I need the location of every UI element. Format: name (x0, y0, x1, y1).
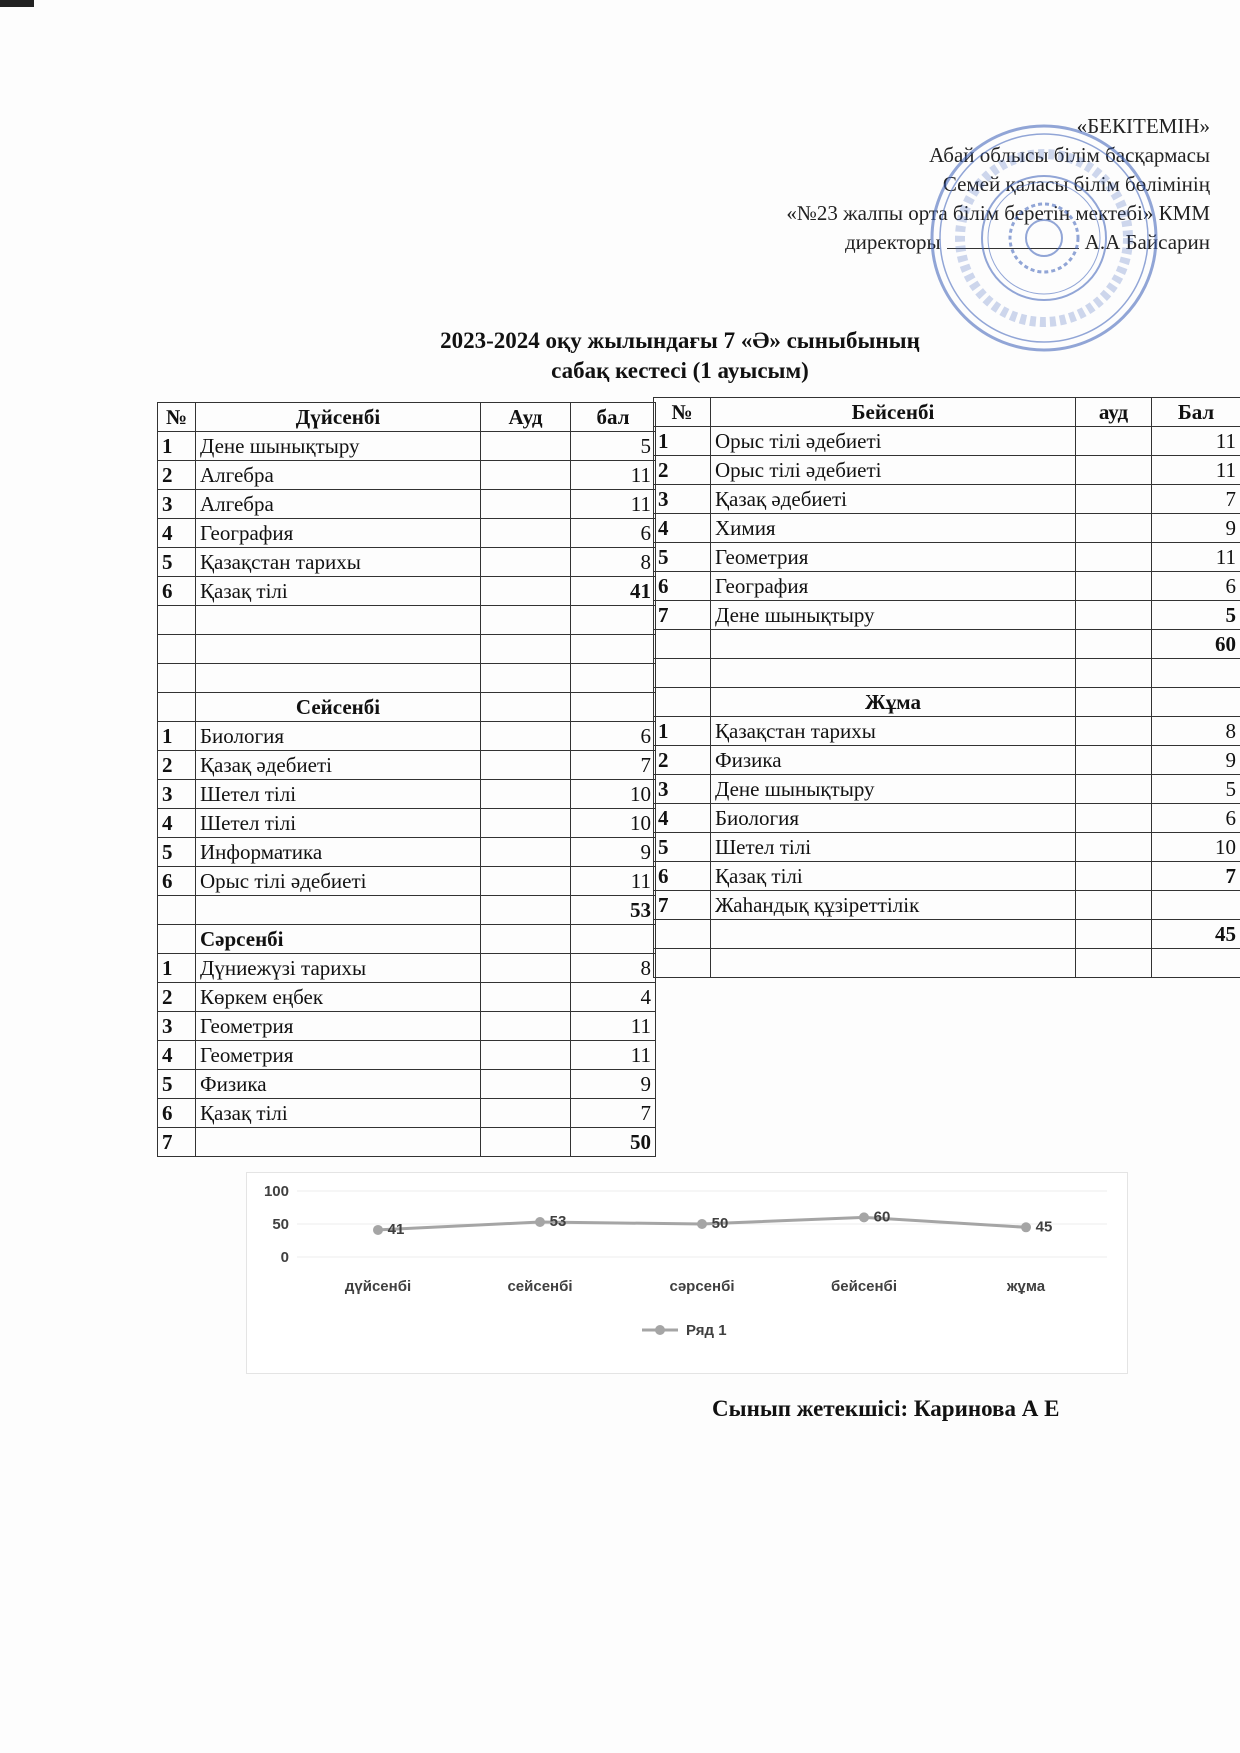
total-row (158, 896, 656, 925)
empty-cell (654, 688, 711, 717)
data-point (373, 1225, 383, 1235)
lesson-row (158, 751, 656, 780)
lesson-bal: 11 (1152, 427, 1240, 456)
data-label: 41 (387, 1220, 405, 1238)
lesson-aud (481, 983, 571, 1012)
lesson-aud (1076, 804, 1152, 833)
header-bal: Бал (1152, 398, 1240, 427)
empty-cell (654, 949, 711, 978)
day-title-row (158, 925, 656, 954)
lesson-row (158, 954, 656, 983)
day-title-row (158, 693, 656, 722)
lesson-row (158, 1070, 656, 1099)
school-stamp (928, 122, 1160, 354)
empty-cell (1076, 659, 1152, 688)
lesson-number: 4 (654, 804, 711, 833)
data-label: 60 (873, 1208, 891, 1226)
class-teacher-signature: Сынып жетекшісі: Каринова А Е (712, 1396, 1060, 1421)
lesson-subject: Физика (196, 1070, 481, 1099)
lesson-aud (481, 519, 571, 548)
lesson-number: 4 (158, 519, 196, 548)
empty-cell (571, 925, 656, 954)
lesson-aud (1076, 572, 1152, 601)
lesson-bal: 5 (1152, 775, 1240, 804)
empty-cell (481, 925, 571, 954)
lesson-bal: 7 (571, 751, 656, 780)
empty-cell (1152, 949, 1240, 978)
lesson-bal: 41 (571, 577, 656, 606)
header-aud: ауд (1076, 398, 1152, 427)
lesson-subject: Дене шынықтыру (711, 775, 1076, 804)
empty-cell (1152, 659, 1240, 688)
lesson-aud (1076, 746, 1152, 775)
empty-cell (1076, 630, 1152, 659)
empty-cell (1076, 920, 1152, 949)
lesson-row (654, 862, 1240, 891)
empty-cell (711, 920, 1076, 949)
lesson-aud (481, 867, 571, 896)
lesson-aud (1076, 543, 1152, 572)
lesson-row (654, 427, 1240, 456)
lesson-subject: Дене шынықтыру (196, 432, 481, 461)
empty-cell (196, 606, 481, 635)
lesson-number: 6 (158, 1099, 196, 1128)
empty-cell (158, 693, 196, 722)
lesson-row (654, 717, 1240, 746)
lesson-aud (481, 1128, 571, 1157)
page-subtitle: сабақ кестесі (1 ауысым) (551, 358, 809, 383)
weekly-load-chart (246, 1172, 1128, 1374)
empty-cell (481, 664, 571, 693)
lesson-row (654, 485, 1240, 514)
director-name: А.А Байсарин (1084, 230, 1210, 254)
empty-cell (481, 635, 571, 664)
day-title-wednesday: Сәрсенбі (196, 925, 481, 954)
lesson-aud (481, 577, 571, 606)
lesson-subject: Жаһандық құзіреттілік (711, 891, 1076, 920)
lesson-subject: Химия (711, 514, 1076, 543)
lesson-bal: 7 (1152, 485, 1240, 514)
lesson-aud (481, 780, 571, 809)
lesson-number: 5 (654, 833, 711, 862)
approval-title: «БЕКІТЕМІН» (1076, 114, 1210, 138)
lesson-subject (196, 1128, 481, 1157)
lesson-row (654, 572, 1240, 601)
empty-cell (711, 949, 1076, 978)
empty-cell (571, 635, 656, 664)
lesson-number: 3 (654, 775, 711, 804)
x-tick-label: дүйсенбі (344, 1278, 412, 1295)
lesson-row (158, 809, 656, 838)
total-row (654, 630, 1240, 659)
lesson-subject: Информатика (196, 838, 481, 867)
empty-cell (571, 693, 656, 722)
empty-cell (654, 630, 711, 659)
empty-cell (481, 693, 571, 722)
data-label: 45 (1035, 1218, 1053, 1236)
lesson-number: 2 (158, 983, 196, 1012)
chart-svg (247, 1173, 1127, 1373)
lesson-row (654, 833, 1240, 862)
lesson-bal: 11 (571, 1041, 656, 1070)
lesson-aud (1076, 485, 1152, 514)
y-tick-label: 0 (280, 1249, 289, 1266)
lesson-row (158, 461, 656, 490)
lesson-number: 2 (654, 746, 711, 775)
lesson-row (654, 543, 1240, 572)
lesson-row (158, 1012, 656, 1041)
lesson-bal: 9 (1152, 746, 1240, 775)
lesson-row (654, 891, 1240, 920)
lesson-bal: 9 (571, 838, 656, 867)
approval-city-department: Семей қаласы білім бөлімінің (942, 172, 1210, 196)
lesson-row (158, 867, 656, 896)
lesson-bal: 11 (1152, 543, 1240, 572)
lesson-row (158, 519, 656, 548)
lesson-number: 5 (158, 838, 196, 867)
header-day-monday: Дүйсенбі (196, 403, 481, 432)
lesson-bal: 6 (1152, 804, 1240, 833)
left-schedule-table (157, 402, 656, 1157)
lesson-bal: 10 (1152, 833, 1240, 862)
lesson-number: 7 (654, 891, 711, 920)
lesson-aud (481, 461, 571, 490)
lesson-aud (481, 1070, 571, 1099)
lesson-subject: Алгебра (196, 461, 481, 490)
lesson-row (654, 514, 1240, 543)
header-aud: Ауд (481, 403, 571, 432)
lesson-row (158, 722, 656, 751)
lesson-aud (481, 432, 571, 461)
lesson-bal: 8 (571, 954, 656, 983)
lesson-number: 7 (654, 601, 711, 630)
lesson-subject: Геометрия (196, 1041, 481, 1070)
lesson-subject: Биология (711, 804, 1076, 833)
thursday-total: 60 (1152, 630, 1240, 659)
header-bal: бал (571, 403, 656, 432)
x-tick-label: бейсенбі (830, 1278, 898, 1295)
lesson-bal: 9 (1152, 514, 1240, 543)
lesson-row (158, 548, 656, 577)
empty-cell (1076, 949, 1152, 978)
lesson-aud (1076, 427, 1152, 456)
lesson-aud (1076, 601, 1152, 630)
lesson-number: 5 (158, 548, 196, 577)
x-tick-label: жұма (1006, 1278, 1046, 1295)
lesson-bal: 11 (571, 461, 656, 490)
legend-marker (655, 1325, 665, 1335)
lesson-bal: 5 (1152, 601, 1240, 630)
lesson-number: 6 (654, 862, 711, 891)
lesson-aud (1076, 833, 1152, 862)
lesson-aud (481, 1099, 571, 1128)
lesson-bal: 6 (571, 519, 656, 548)
scan-corner-mark (0, 0, 34, 7)
day-title-tuesday: Сейсенбі (196, 693, 481, 722)
empty-cell (481, 606, 571, 635)
y-tick-label: 50 (272, 1216, 289, 1233)
lesson-number: 1 (654, 427, 711, 456)
header-num: № (654, 398, 711, 427)
lesson-bal: 11 (571, 490, 656, 519)
lesson-subject: Көркем еңбек (196, 983, 481, 1012)
lesson-bal: 11 (571, 1012, 656, 1041)
lesson-aud (481, 548, 571, 577)
lesson-number: 4 (654, 514, 711, 543)
lesson-subject: Биология (196, 722, 481, 751)
lesson-subject: Қазақстан тарихы (196, 548, 481, 577)
approval-department: Абай облысы білім басқармасы (929, 143, 1210, 167)
lesson-row (654, 601, 1240, 630)
data-point (859, 1212, 869, 1222)
lesson-row (158, 1099, 656, 1128)
data-point (535, 1217, 545, 1227)
total-row (654, 920, 1240, 949)
lesson-number: 2 (158, 461, 196, 490)
lesson-subject: Физика (711, 746, 1076, 775)
header-row (158, 403, 656, 432)
day-title-row (654, 688, 1240, 717)
empty-row (654, 659, 1240, 688)
data-point (1021, 1222, 1031, 1232)
lesson-subject: Дүниежүзі тарихы (196, 954, 481, 983)
lesson-number: 1 (158, 432, 196, 461)
lesson-bal: 50 (571, 1128, 656, 1157)
lesson-row (158, 780, 656, 809)
lesson-subject: Орыс тілі әдебиеті (711, 427, 1076, 456)
empty-row (654, 949, 1240, 978)
lesson-subject: Қазақ тілі (711, 862, 1076, 891)
data-point (697, 1219, 707, 1229)
header-day-thursday: Бейсенбі (711, 398, 1076, 427)
lesson-subject: Шетел тілі (196, 780, 481, 809)
lesson-number: 2 (654, 456, 711, 485)
lesson-row (158, 490, 656, 519)
lesson-row (654, 775, 1240, 804)
lesson-number: 3 (654, 485, 711, 514)
lesson-subject: Қазақстан тарихы (711, 717, 1076, 746)
lesson-subject: Геометрия (196, 1012, 481, 1041)
right-schedule-table (653, 397, 1240, 978)
lesson-number: 6 (158, 867, 196, 896)
lesson-subject: Орыс тілі әдебиеті (196, 867, 481, 896)
lesson-aud (1076, 775, 1152, 804)
lesson-bal: 4 (571, 983, 656, 1012)
lesson-subject: Қазақ тілі (196, 1099, 481, 1128)
lesson-row (158, 1041, 656, 1070)
lesson-bal: 6 (571, 722, 656, 751)
empty-cell (158, 606, 196, 635)
lesson-row (158, 1128, 656, 1157)
lesson-number: 3 (158, 1012, 196, 1041)
lesson-subject: Шетел тілі (711, 833, 1076, 862)
lesson-bal: 8 (1152, 717, 1240, 746)
director-label: директоры (844, 230, 941, 254)
empty-cell (158, 896, 196, 925)
lesson-aud (481, 954, 571, 983)
lesson-row (158, 432, 656, 461)
lesson-bal: 8 (571, 548, 656, 577)
empty-cell (1152, 688, 1240, 717)
lesson-number: 5 (654, 543, 711, 572)
lesson-aud (481, 838, 571, 867)
lesson-number: 5 (158, 1070, 196, 1099)
lesson-number: 4 (158, 809, 196, 838)
data-label: 53 (549, 1213, 567, 1231)
lesson-aud (481, 490, 571, 519)
empty-cell (158, 925, 196, 954)
lesson-aud (1076, 891, 1152, 920)
lesson-row (654, 804, 1240, 833)
lesson-bal: 11 (571, 867, 656, 896)
header-num: № (158, 403, 196, 432)
empty-row (158, 664, 656, 693)
empty-cell (571, 664, 656, 693)
lesson-aud (481, 1041, 571, 1070)
empty-cell (571, 606, 656, 635)
lesson-bal (1152, 891, 1240, 920)
empty-cell (196, 635, 481, 664)
lesson-subject: Орыс тілі әдебиеті (711, 456, 1076, 485)
lesson-row (654, 746, 1240, 775)
lesson-aud (481, 751, 571, 780)
header-row (654, 398, 1240, 427)
empty-cell (158, 664, 196, 693)
lesson-bal: 10 (571, 809, 656, 838)
lesson-number: 6 (158, 577, 196, 606)
legend-label: Ряд 1 (686, 1322, 727, 1339)
lesson-bal: 11 (1152, 456, 1240, 485)
lesson-aud (481, 722, 571, 751)
lesson-aud (481, 809, 571, 838)
lesson-aud (1076, 717, 1152, 746)
lesson-row (654, 456, 1240, 485)
x-tick-label: сейсенбі (507, 1278, 573, 1295)
lesson-bal: 5 (571, 432, 656, 461)
tuesday-total: 53 (571, 896, 656, 925)
empty-cell (196, 896, 481, 925)
empty-row (158, 635, 656, 664)
lesson-row (158, 983, 656, 1012)
lesson-row (158, 838, 656, 867)
lesson-subject: Дене шынықтыру (711, 601, 1076, 630)
lesson-bal: 9 (571, 1070, 656, 1099)
page-title: 2023-2024 оқу жылындағы 7 «Ә» сыныбының (440, 328, 920, 353)
lesson-number: 3 (158, 490, 196, 519)
lesson-subject: Геометрия (711, 543, 1076, 572)
lesson-aud (481, 1012, 571, 1041)
lesson-number: 7 (158, 1128, 196, 1157)
lesson-number: 1 (654, 717, 711, 746)
lesson-aud (1076, 514, 1152, 543)
lesson-subject: Қазақ әдебиеті (711, 485, 1076, 514)
lesson-number: 3 (158, 780, 196, 809)
lesson-aud (1076, 862, 1152, 891)
empty-cell (711, 659, 1076, 688)
lesson-row (158, 577, 656, 606)
friday-total: 45 (1152, 920, 1240, 949)
approval-school: «№23 жалпы орта білім беретін мектебі» КММ (786, 201, 1210, 225)
empty-cell (654, 659, 711, 688)
lesson-bal: 7 (1152, 862, 1240, 891)
data-label: 50 (711, 1215, 729, 1232)
empty-cell (711, 630, 1076, 659)
y-tick-label: 100 (263, 1183, 289, 1200)
lesson-subject: Алгебра (196, 490, 481, 519)
empty-cell (196, 664, 481, 693)
lesson-number: 1 (158, 954, 196, 983)
empty-cell (654, 920, 711, 949)
empty-cell (158, 635, 196, 664)
empty-row (158, 606, 656, 635)
empty-cell (481, 896, 571, 925)
lesson-aud (1076, 456, 1152, 485)
lesson-number: 2 (158, 751, 196, 780)
lesson-subject: География (711, 572, 1076, 601)
empty-cell (1076, 688, 1152, 717)
lesson-bal: 6 (1152, 572, 1240, 601)
lesson-bal: 10 (571, 780, 656, 809)
lesson-subject: Шетел тілі (196, 809, 481, 838)
lesson-number: 4 (158, 1041, 196, 1070)
lesson-number: 6 (654, 572, 711, 601)
lesson-subject: Қазақ әдебиеті (196, 751, 481, 780)
x-tick-label: сәрсенбі (669, 1278, 735, 1295)
lesson-subject: География (196, 519, 481, 548)
day-title-friday: Жұма (711, 688, 1076, 717)
lesson-subject: Қазақ тілі (196, 577, 481, 606)
lesson-bal: 7 (571, 1099, 656, 1128)
lesson-number: 1 (158, 722, 196, 751)
